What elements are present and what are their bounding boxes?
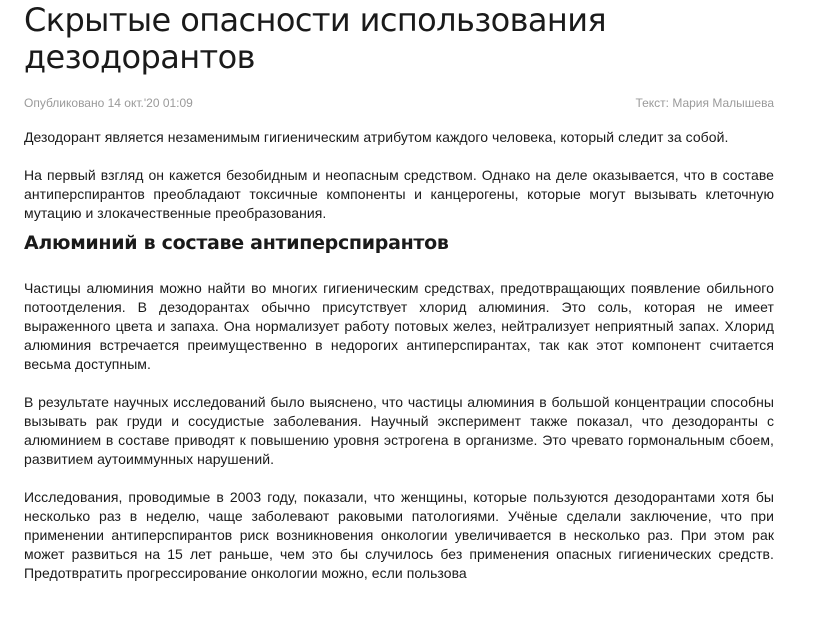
section-heading: Алюминий в составе антиперспирантов: [24, 232, 449, 254]
intro-paragraph: Дезодорант является незаменимым гигиеническим атрибутом каждого человека, который следит за собой.: [24, 129, 729, 145]
article-meta: [24, 95, 774, 111]
section-paragraph-2: В результате научных исследований было выяснено, что частицы алюминия в большой концентрации способны вызывать рак груди и сосудистые заболевания. Научный эксперимент также показал, что дезодоранты с алюминием в составе приводят к повышению уровня эстрогена в организме. Это чревато гормональным сбоем, развитием аутоиммунных нарушений.: [24, 394, 774, 467]
section-paragraph-3: Исследования, проводимые в 2003 году, показали, что женщины, которые пользуются дезодорантами хотя бы несколько раз в неделю, чаще заболевают раковыми патологиями. Учёные сделали заключение, что при применении антиперспирантов риск возникновения онкологии увеличивается в несколько раз. При этом рак может развиться на 15 лет раньше, чем это бы случилось без применения опасных гигиенических средств. Предотвратить прогрессирование онкологии можно, если пользова: [24, 489, 774, 581]
published-date: Опубликовано 14 окт.'20 01:09: [24, 96, 193, 110]
section-paragraph: Частицы алюминия можно найти во многих гигиеническим средствах, предотвращающих появление обильного потоотделения. В дезодорантах обычно присутствует хлорид алюминия. Это соль, которая не имеет выраженного цвета и запаха. Она нормализует работу потовых желез, нейтрализует неприятный запах. Хлорид алюминия встречается преимущественно в недорогих антиперспирантах, так как этот компонент считается весьма доступным.: [24, 280, 774, 372]
author-link[interactable]: Текст: Мария Малышева: [635, 96, 774, 110]
article: [24, 0, 774, 583]
article-title: Скрытые опасности использования дезодорантов: [24, 1, 607, 76]
intro-paragraph-2: На первый взгляд он кажется безобидным и неопасным средством. Однако на деле оказывается, что в составе антиперспирантов преобладают токсичные компоненты и канцерогены, которые могут вызывать клеточную мутацию и злокачественные преобразования.: [24, 167, 774, 221]
